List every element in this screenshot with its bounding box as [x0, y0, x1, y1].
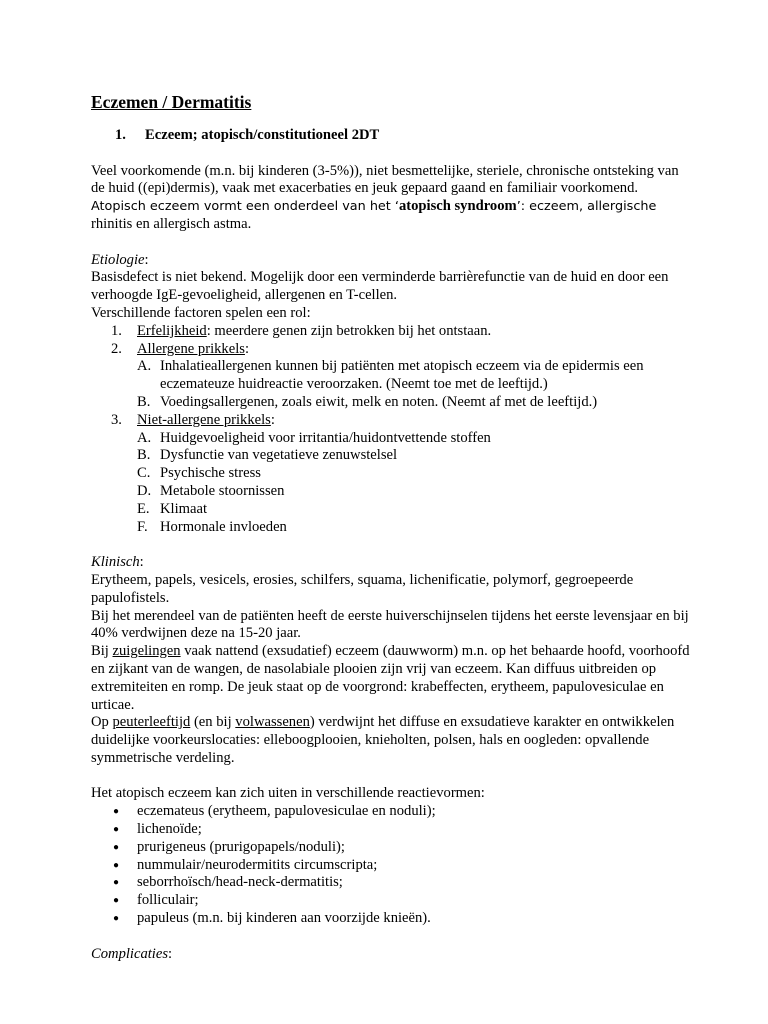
reactievormen-list	[91, 803, 691, 928]
bullet-icon: ●	[113, 841, 120, 853]
subitem-text: Inhalatieallergenen kunnen bij patiënten met atopisch eczeem via de epidermis een eczemateuze huidreactie veroorzaken. (Neemt toe met de leeftijd.)	[160, 358, 644, 393]
bullet-icon: ●	[113, 824, 120, 836]
factor-list	[91, 323, 691, 537]
atopisch-syndroom-term: atopisch syndroom	[398, 198, 517, 215]
factor-subitem	[91, 358, 691, 394]
intro-text: ’: eczeem, allergische	[516, 199, 657, 215]
zuigelingen-term: zuigelingen	[112, 643, 181, 660]
subitem-text: Dysfunctie van vegetatieve zenuwstelsel	[160, 447, 398, 464]
factor-number: 1.	[111, 322, 122, 339]
etiologie-paragraph: Basisdefect is niet bekend. Mogelijk door een verminderde barrièrefunctie van de huid en door een verhoogde IgE-gevoeligheid, allergenen en T-cellen.	[91, 269, 669, 304]
subitem-text: Psychische stress	[160, 465, 261, 482]
klinisch-paragraph-4: Op peuterleeftijd (en bij volwassenen) verdwijnt het diffuse en exsudatieve karakter en ontwikkelen duidelijke voorkeurslocaties: elleboogplooien, knieholten, polsen, hals en oogleden: opvallende symmetrische verdeling.	[91, 714, 675, 766]
factor-text: :	[270, 411, 275, 428]
subitem-text: Hormonale invloeden	[160, 518, 287, 535]
reactievorm-item	[91, 803, 691, 821]
intro-paragraph-2-cont: rhinitis en allergisch astma.	[91, 215, 252, 232]
reactievorm-item	[91, 874, 691, 892]
factor-subitem	[91, 430, 691, 448]
factor-subitem	[91, 519, 691, 537]
document-title: Eczemen / Dermatitis	[91, 92, 252, 112]
factor-sublist	[91, 358, 691, 411]
factor-number: 2.	[111, 340, 122, 357]
reactievormen-intro: Het atopisch eczeem kan zich uiten in verschillende reactievormen:	[91, 785, 485, 802]
intro-text: Atopisch eczeem vormt een onderdeel van het ‘	[91, 199, 399, 215]
reactievorm-item	[91, 821, 691, 839]
reactievorm-text: lichenoïde;	[137, 821, 202, 838]
subitem-letter: C.	[137, 465, 151, 482]
factor-number: 3.	[111, 411, 122, 428]
document-page	[91, 92, 691, 963]
factor-text: : meerdere genen zijn betrokken bij het ontstaan.	[206, 322, 492, 339]
subitem-letter: B.	[137, 393, 151, 410]
reactievorm-text: folliculair;	[137, 892, 199, 909]
reactievorm-text: prurigeneus (prurigopapels/noduli);	[137, 838, 345, 855]
etiologie-heading: Etiologie:	[91, 251, 149, 268]
subitem-letter: A.	[137, 429, 152, 446]
factor-subitem	[91, 465, 691, 483]
subitem-text: Voedingsallergenen, zoals eiwit, melk en noten. (Neemt af met de leeftijd.)	[160, 393, 598, 410]
subitem-letter: F.	[137, 518, 148, 535]
section-title: Eczeem; atopisch/constitutioneel 2DT	[145, 127, 380, 143]
section-heading	[91, 127, 691, 145]
reactievorm-text: papuleus (m.n. bij kinderen aan voorzijde knieën).	[137, 910, 431, 927]
reactievorm-item	[91, 892, 691, 910]
reactievorm-text: nummulair/neurodermitits circumscripta;	[137, 856, 378, 873]
intro-paragraph-2	[91, 198, 691, 216]
factor-label: Niet-allergene prikkels	[137, 411, 271, 428]
factor-label: Erfelijkheid	[137, 322, 207, 339]
subitem-letter: B.	[137, 447, 151, 464]
bullet-icon: ●	[113, 913, 120, 925]
subitem-text: Metabole stoornissen	[160, 482, 285, 499]
reactievorm-item	[91, 910, 691, 928]
bullet-icon: ●	[113, 806, 120, 818]
klinisch-paragraph-2: Bij het merendeel van de patiënten heeft de eerste huiverschijnselen tijdens het eerste levensjaar en bij 40% verdwijnen deze na 15-20 jaar.	[91, 607, 689, 642]
factor-text: :	[244, 340, 249, 357]
peuterleeftijd-term: peuterleeftijd	[112, 714, 191, 731]
subitem-text: Klimaat	[160, 500, 208, 517]
factor-item	[91, 341, 691, 412]
subitem-letter: A.	[137, 358, 152, 375]
intro-paragraph: Veel voorkomende (m.n. bij kinderen (3-5%)), niet besmettelijke, steriele, chronische ontsteking van de huid ((epi)dermis), vaak met exacerbaties en jeuk gepaard gaand en familiair voorkomend.	[91, 162, 679, 197]
volwassenen-term: volwassenen	[235, 714, 310, 731]
factor-subitem	[91, 483, 691, 501]
bullet-icon: ●	[113, 895, 120, 907]
subitem-letter: D.	[137, 482, 152, 499]
subitem-letter: E.	[137, 500, 150, 517]
reactievorm-text: eczemateus (erytheem, papulovesiculae en noduli);	[137, 803, 436, 820]
klinisch-heading: Klinisch:	[91, 554, 144, 571]
klinisch-paragraph: Erytheem, papels, vesicels, erosies, schilfers, squama, lichenificatie, polymorf, gegroepeerde papulofistels.	[91, 571, 634, 606]
reactievorm-item	[91, 839, 691, 857]
section-number: 1.	[115, 127, 126, 143]
factor-subitem	[91, 394, 691, 412]
bullet-icon: ●	[113, 877, 120, 889]
etiologie-paragraph-2: Verschillende factoren spelen een rol:	[91, 304, 311, 321]
factor-label: Allergene prikkels	[137, 340, 245, 357]
reactievorm-item	[91, 857, 691, 875]
factor-subitem	[91, 501, 691, 519]
bullet-icon: ●	[113, 859, 120, 871]
factor-sublist	[91, 430, 691, 537]
factor-item	[91, 323, 691, 341]
klinisch-paragraph-3: Bij zuigelingen vaak nattend (exsudatief) eczeem (dauwworm) m.n. op het behaarde hoofd, voorhoofd en zijkant van de wangen, de nasolabiale plooien zijn vrij van eczeem. Kan diffuus uitbreiden op extremiteiten en romp. De jeuk staat op de voorgrond: krabeffecten, erytheem, papulovesiculae en urticae.	[91, 643, 690, 713]
complicaties-heading: Complicaties:	[91, 945, 173, 962]
subitem-text: Huidgevoeligheid voor irritantia/huidontvettende stoffen	[160, 429, 491, 446]
reactievorm-text: seborrhoïsch/head-neck-dermatitis;	[137, 874, 343, 891]
factor-item	[91, 412, 691, 537]
factor-subitem	[91, 447, 691, 465]
